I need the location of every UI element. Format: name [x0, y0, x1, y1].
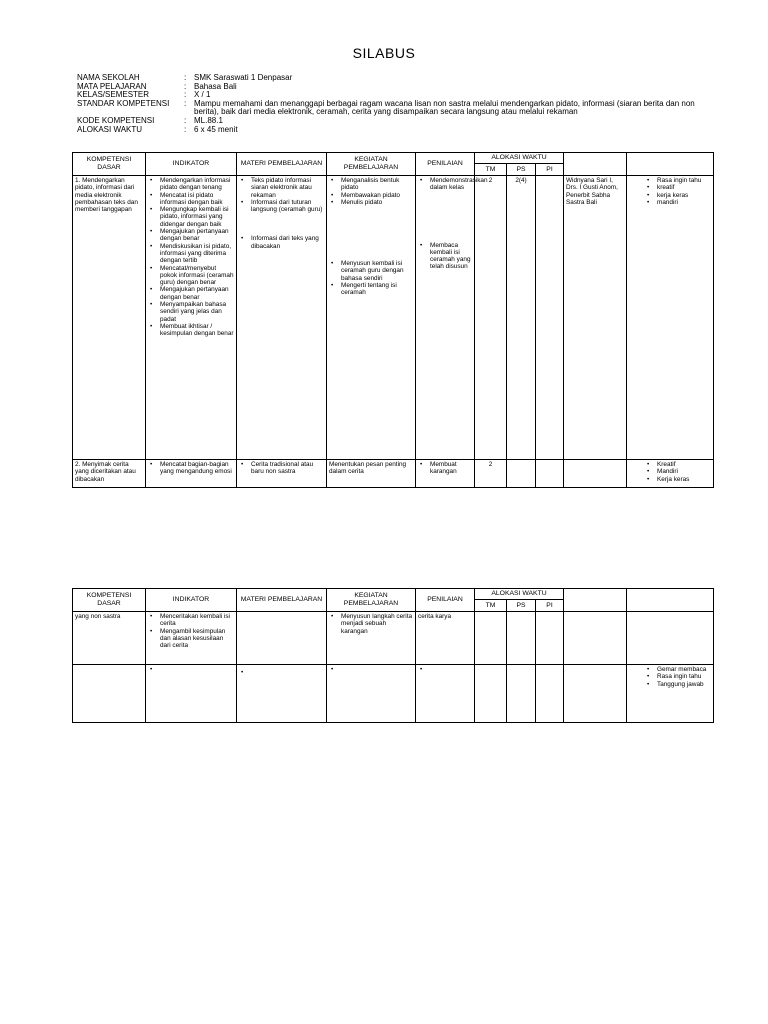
list-item: • Rasa ingin tahu — [645, 177, 711, 184]
list-item: • Cerita tradisional atau baru non sastra — [239, 461, 324, 476]
header-ps: PS — [507, 600, 536, 612]
list-item: • Gemar membaca — [645, 666, 711, 673]
list-item: • Kreatif — [645, 461, 711, 468]
ps-cell — [507, 612, 536, 665]
list-item: • Mengambil kesimpulan dan alasan kesusilaan dari cerita — [148, 628, 234, 650]
list-item: • Menyusun kembali isi ceramah guru dengan bahasa sendiri — [329, 260, 413, 282]
kompetensi-cell — [73, 665, 146, 723]
list-item: • Informasi dari teks yang dibacakan — [239, 235, 324, 250]
header-tm: TM — [475, 164, 507, 176]
tm-cell: 2 — [475, 460, 507, 488]
header-materi: MATERI PEMBELAJARAN — [237, 153, 327, 176]
header-row — [73, 589, 714, 600]
header-pi: PI — [536, 164, 564, 176]
header-penilaian: PENILAIAN — [416, 589, 475, 612]
list-item: • kerja keras — [645, 192, 711, 199]
ps-cell — [507, 665, 536, 723]
indikator-cell — [146, 665, 237, 723]
list-item: • Membuat ikhtisar / kesimpulan dengan benar — [148, 323, 234, 338]
materi-cell — [237, 612, 327, 665]
list-item: • Rasa ingin tahu — [645, 673, 711, 680]
info-value: 6 x 45 menit — [194, 124, 238, 134]
header-indikator: INDIKATOR — [146, 153, 237, 176]
list-item: • Membawakan pidato — [329, 192, 413, 199]
list-item: • Membuat karangan — [418, 461, 472, 476]
sumber-cell — [564, 665, 627, 723]
header-sumber — [564, 589, 627, 612]
info-block — [77, 74, 717, 134]
kegiatan-cell — [327, 176, 416, 460]
header-karakter — [627, 589, 714, 612]
list-item: • Mendemonstrasikan dalam kelas — [418, 177, 472, 192]
header-tm: TM — [475, 600, 507, 612]
pi-cell — [536, 460, 564, 488]
header-alokasi: ALOKASI WAKTU — [475, 589, 564, 600]
header-pi: PI — [536, 600, 564, 612]
info-value: X / 1 — [194, 90, 211, 100]
kompetensi-cell: yang non sastra — [73, 612, 146, 665]
info-row: KODE KOMPETENSI : ML.88.1 — [77, 117, 717, 126]
tm-cell — [475, 612, 507, 665]
list-item: • Informasi dari tuturan langsung (ceramah guru) — [239, 199, 324, 214]
table-row — [73, 665, 714, 723]
list-item: • Menyusun langkah cerita menjadi sebuah karangan — [329, 613, 413, 635]
tm-cell — [475, 665, 507, 723]
penilaian-cell — [416, 460, 475, 488]
kompetensi-cell: 2. Menyimak cerita yang diceritakan atau dibacakan — [73, 460, 146, 488]
indikator-cell — [146, 176, 237, 460]
info-value: Mampu memahami dan menanggapi berbagai ragam wacana lisan non sastra melalui mendengarkan pidato, informasi (siaran berita dan non berita), baik dari media elektronik, ceramah, cerita yang disampaikan secara langsung atau melalui rekaman — [194, 98, 695, 117]
list-item: • Tanggung jawab — [645, 681, 711, 688]
materi-cell — [237, 176, 327, 460]
header-kompetensi: KOMPETENSI DASAR — [73, 589, 146, 612]
info-row: NAMA SEKOLAH : SMK Saraswati 1 Denpasar — [77, 74, 717, 83]
list-item: • Mendiskusikan isi pidato, informasi yang diterima dengan tertib — [148, 243, 234, 265]
ps-cell — [507, 460, 536, 488]
info-row: MATA PELAJARAN : Bahasa Bali — [77, 83, 717, 92]
list-item: • Kerja keras — [645, 476, 711, 483]
list-item: • Mendengarkan informasi pidato dengan tenang — [148, 177, 234, 192]
header-row — [73, 153, 714, 164]
header-kegiatan: KEGIATAN PEMBELAJARAN — [327, 589, 416, 612]
header-kompetensi: KOMPETENSI DASAR — [73, 153, 146, 176]
karakter-cell — [627, 612, 714, 665]
sumber-cell — [564, 460, 627, 488]
info-key: ALOKASI WAKTU — [77, 124, 143, 134]
tm-cell: 2 — [475, 176, 507, 460]
list-item: • Menulis pidato — [329, 199, 413, 206]
table-row — [73, 176, 714, 460]
list-item: • Mengajukan pertanyaan dengan benar — [148, 286, 234, 301]
sumber-cell: Widnyana Sari I, Drs. I Gusti Anom, Penerbit Sabha Sastra Bali — [564, 176, 627, 460]
page-title: SILABUS — [352, 45, 416, 61]
list-item: • Mengajukan pertanyaan dengan benar — [148, 228, 234, 243]
karakter-cell — [627, 460, 714, 488]
header-sumber — [564, 153, 627, 176]
info-row: KELAS/SEMESTER : X / 1 — [77, 91, 717, 100]
kompetensi-cell: 1. Mendengarkan pidato, informasi dari media elektronik pembahasan teks dan memberi tanggapan — [73, 176, 146, 460]
indikator-cell — [146, 612, 237, 665]
header-ps: PS — [507, 164, 536, 176]
list-item: • Mengerti tentang isi ceramah — [329, 282, 413, 297]
info-key: NAMA SEKOLAH — [77, 73, 140, 82]
header-indikator: INDIKATOR — [146, 589, 237, 612]
info-key: KELAS/SEMESTER — [77, 90, 150, 100]
header-karakter — [627, 153, 714, 176]
header-materi: MATERI PEMBELAJARAN — [237, 589, 327, 612]
syllabus-table-2 — [72, 588, 714, 723]
info-key: MATA PELAJARAN — [77, 81, 147, 91]
info-value: SMK Saraswati 1 Denpasar — [194, 73, 293, 82]
karakter-cell — [627, 176, 714, 460]
header-alokasi: ALOKASI WAKTU — [475, 153, 564, 164]
kegiatan-cell — [327, 612, 416, 665]
pi-cell — [536, 612, 564, 665]
table-row — [73, 612, 714, 665]
info-row: STANDAR KOMPETENSI : Mampu memahami dan menanggapi berbagai ragam wacana lisan non sastra melalui mendengarkan pidato, informasi (siaran berita dan non berita), baik dari media elektronik, ceramah, cerita yang disampaikan secara langsung atau melalui rekaman — [77, 100, 717, 117]
list-item: • Mengungkap kembali isi pidato, informasi yang didengar dengan baik — [148, 206, 234, 228]
syllabus-table-1 — [72, 152, 714, 488]
info-value: Bahasa Bali — [194, 81, 237, 91]
info-key: KODE KOMPETENSI — [77, 115, 155, 125]
list-item: • Menganalisis bentuk pidato — [329, 177, 413, 192]
list-item: • Menceritakan kembali isi cerita — [148, 613, 234, 628]
info-key: STANDAR KOMPETENSI — [77, 98, 170, 108]
list-item: • Mandiri — [645, 468, 711, 475]
penilaian-cell — [416, 176, 488, 460]
materi-cell — [237, 460, 327, 488]
penilaian-cell — [416, 665, 475, 723]
info-value: ML.88.1 — [194, 115, 223, 125]
list-item: • Teks pidato informasi siaran elektronik atau rekaman — [239, 177, 324, 199]
info-row: ALOKASI WAKTU : 6 x 45 menit — [77, 126, 717, 135]
sumber-cell — [564, 612, 627, 665]
header-kegiatan: KEGIATAN PEMBELAJARAN — [327, 153, 416, 176]
ps-cell: 2(4) — [507, 176, 536, 460]
table-row — [73, 460, 714, 488]
pi-cell — [536, 176, 564, 460]
list-item: • Mencatat isi pidato informasi dengan baik — [148, 192, 234, 207]
header-penilaian: PENILAIAN — [416, 153, 475, 176]
indikator-cell — [146, 460, 237, 488]
penilaian-cell: cerita karya — [416, 612, 475, 665]
materi-cell — [237, 665, 327, 723]
karakter-cell — [627, 665, 714, 723]
list-item: • mandiri — [645, 199, 711, 206]
list-item: • Mencatat bagian-bagian yang mengandung emosi — [148, 461, 234, 476]
list-item: • Membaca kembali isi ceramah yang telah disusun — [418, 242, 472, 271]
list-item: • Mencatat/menyebut pokok informasi (ceramah guru) dengan benar — [148, 265, 234, 287]
kegiatan-cell: Menentukan pesan penting dalam cerita — [327, 460, 416, 488]
list-item: • kreatif — [645, 184, 711, 191]
kegiatan-cell — [327, 665, 416, 723]
list-item: • Menyampaikan bahasa sendiri yang jelas dan padat — [148, 301, 234, 323]
pi-cell — [536, 665, 564, 723]
